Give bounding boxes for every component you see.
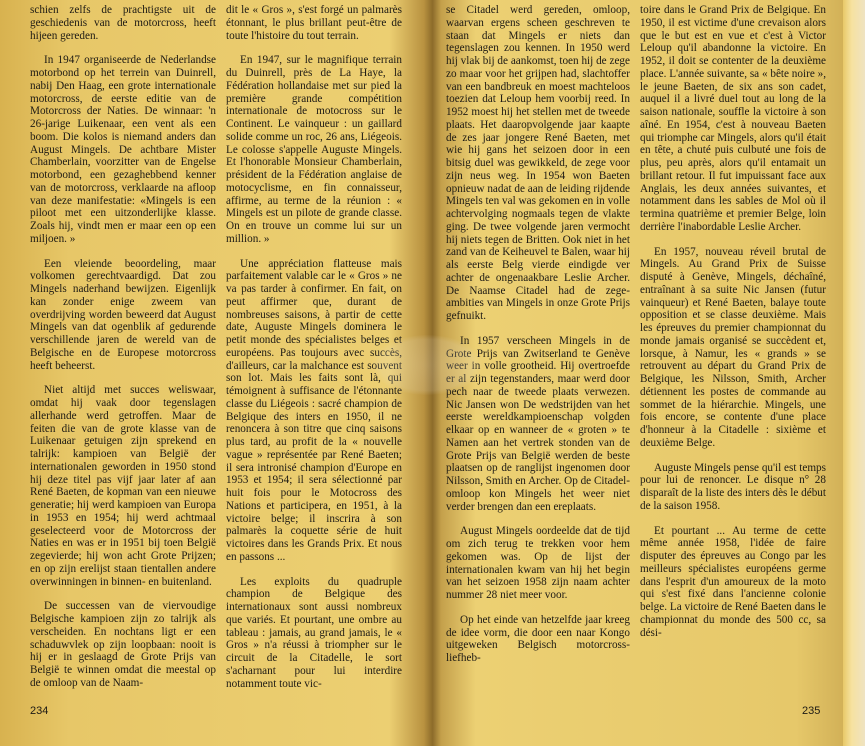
paragraph: Les exploits du quadruple champion de Belgique des internationaux sont aussi nombreux que variés. Et pourtant, une ombre au tableau : jamais, au grand jamais, le « Gros » n'a réussi à triompher sur le circuit de la Citadelle, le sort s'acharnant pour lui interdire notamment toute vic- xyxy=(226,575,402,690)
left-page xyxy=(0,0,422,746)
page-edge xyxy=(843,0,865,746)
paragraph: Een vleiende beoordeling, maar volkomen gerechtvaardigd. Dat zou Mingels naderhand bewijzen. Eigenlijk kan zonder enige zweem van overdrijving worden beweerd dat August Mingels van dat ogenblik af gedurende verschillende jaren de wereld van de Belgische en de Europese motorcross heeft beheerst. xyxy=(30,257,216,372)
paragraph: dit le « Gros », s'est forgé un palmarès étonnant, le plus brillant peut-être de toute l'histoire du tout terrain. xyxy=(226,4,402,42)
paragraph: toire dans le Grand Prix de Belgique. En 1950, il est victime d'une crevaison alors que le but est en vue et c'est à Victor Leloup qu'il abandonne la victoire. En 1952, il doit se contenter de la deuxième place. L'année suivante, sa « bête noire », le jeune Baeten, de six ans son cadet, auquel il a livré duel tout au long de la saison nationale, souffle la victoire à son aîné. En 1954, c'est à nouveau Baeten qui triomphe car Mingels, alors qu'il était en tête, a chuté puis culbuté une fois de plus, peu après, alors qu'il entamait un brillant retour. Il fut impuissant face aux Anglais, les deux années suivantes, et notamment dans les sables de Mol où il termina quatrième et premier Belge, loin derrière l'inabordable Leslie Archer. xyxy=(640,4,826,233)
page-number: 234 xyxy=(30,705,49,717)
faded-stamp-mark xyxy=(372,335,482,395)
paragraph: se Citadel werd gereden, omloop, waarvan ergens scheen geschreven te staan dat Mingels er niets dan tegenslagen zou kennen. In 1950 werd hij vlak bij de aankomst, toen hij de zege zo maar voor het grijpen had, slachtoffer van een bandbreuk en moest machteloos toezien dat Leloup hem voorbij reed. In 1952 moest hij het stellen met de tweede plaats. Het daaropvolgende jaar kaapte de zes jaar jongere René Baeten, met wie hij gans het seizoen door in een bitsig duel was gewikkeld, de zege voor zijn neus weg. In 1954 won Baeten opnieuw nadat de aan de leiding rijdende Mingels ten val was gekomen en in volle achtervolging nogmaals tegen de vlakte ging. De twee volgende jaren vermocht hij niets tegen de Britten. Ook niet in het zand van de Keiheuvel te Balen, waar hij als eerste Belg vierde eindigde ver achter de ongenaakbare Leslie Archer. De Naamse Citadel had de zege-ambities van Mingels in onze Grote Prijs gefnuikt. xyxy=(446,4,630,322)
paragraph: Une appréciation flatteuse mais parfaitement valable car le « Gros » ne va pas tarder à confirmer. En fait, on peut affirmer que, durant de nombreuses saisons, à partir de cette date, Auguste Mingels dominera le petit monde des spécialistes belges et européens. Pas toujours avec succès, d'ailleurs, car la malchance est souvent son lot. Mais les faits sont là, qui témoignent à suffisance de l'étonnante classe du Liégeois : sacré champion de Belgique des inters en 1950, il ne renoncera à son titre que cinq saisons plus tard, au profit de la « nouvelle vague » représentée par René Baeten; il sera intronisé champion d'Europe en 1953 et 1954; il sera sélectionné par huit fois pour le Motocross des Nations et participera, en 1951, à la victoire belge; il inscrira à son palmarès la coquette série de huit victoires dans les Grands Prix. Et nous en passons ... xyxy=(226,257,402,563)
right-page-french-column xyxy=(640,4,826,651)
paragraph: De successen van de viervoudige Belgische kampioen zijn zo talrijk als verscheiden. En nochtans ligt er een schaduwvlek op zijn loopbaan: nooit is hij er in geslaagd de Grote Prijs van België te winnen omdat die meestal op de omloop van de Naam- xyxy=(30,600,216,689)
right-page xyxy=(422,0,865,746)
page-number: 235 xyxy=(802,705,821,717)
paragraph: En 1947, sur le magnifique terrain du Duinrell, près de La Haye, la Fédération hollandaise met sur pied la première grande compétition internationale de motocross sur le Continent. Le vainqueur : un gaillard solide comme un roc, 26 ans, Liégeois. Le colosse s'appelle Auguste Mingels. Et l'honorable Monsieur Chamberlain, président de la Fédération anglaise de motocyclisme, en fin connaisseur, affirme, au terme de la réunion : « Mingels est un pilote de grande classe. On en trouve un comme lui sur un million. » xyxy=(226,54,402,245)
paragraph: Niet altijd met succes weliswaar, omdat hij vaak door tegenslagen allerhande werd getroffen. Maar de feiten die van de grote klasse van de Luikenaar getuigen zijn sprekend en talrijk: kampioen van België der internationalen geworden in 1950 stond hij deze titel pas vijf jaar later af aan René Baeten, de kopman van een nieuwe generatie; hij werd kampioen van Europa in 1953 en 1954; hij werd achtmaal geselecteerd voor de Motorcross der Naties en was er in 1951 bij toen België zegevierde; hij won acht Grote Prijzen; en op zijn erelijst staan tientallen andere overwinningen in binnen- en buitenland. xyxy=(30,384,216,588)
paragraph: Auguste Mingels pense qu'il est temps pour lui de renoncer. Le disque n° 28 disparaît de la liste des inters dès le début de la saison 1958. xyxy=(640,461,826,512)
paragraph: En 1957, nouveau réveil brutal de Mingels. Au Grand Prix de Suisse disputé à Genève, Mingels, déchaîné, entraînant à sa suite Nic Jansen (futur vainqueur) et René Baeten, balaye toute opposition et se classe deuxième. Mais les épreuves du premier championnat du monde jamais organisé se succèdent et, lorsque, à Namur, les « grands » se retrouvent au départ du Grand Prix de Belgique, les Nilsson, Smith, Archer détiennent les postes de commande au sommet de la hiérarchie. Mingels, une fois encore, se contente d'une place d'honneur à la Citadelle : sixième et deuxième Belge. xyxy=(640,245,826,449)
right-page-dutch-column xyxy=(446,4,630,677)
paragraph: Op het einde van hetzelfde jaar kreeg de idee vorm, die door een naar Kongo uitgeweken Belgisch motorcross-liefheb- xyxy=(446,613,630,664)
paragraph: Et pourtant ... Au terme de cette même année 1958, l'idée de faire disputer des épreuves au Congo par les meilleurs spécialistes européens germe dans l'esprit d'un amoureux de la moto qui s'est fixé dans l'ancienne colonie belge. La victoire de René Baeten dans le championnat du monde des 500 cc, sa dési- xyxy=(640,524,826,639)
paragraph: schien zelfs de prachtigste uit de geschiedenis van de motorcross, heeft hijeen gereden. xyxy=(30,4,216,42)
paragraph: August Mingels oordeelde dat de tijd om zich terug te trekken voor hem gekomen was. Op de lijst der internationalen kwam van hij het begin van het seizoen 1958 zijn naam achter nummer 28 niet meer voor. xyxy=(446,525,630,601)
paragraph: In 1947 organiseerde de Nederlandse motorbond op het terrein van Duinrell, nabij Den Haag, een grote internationale motorcross, de eerste editie van de Motorcross der Naties. De winnaar: 'n 26-jarige Luikenaar, een vent als een boom. Die kolos is niemand anders dan August Mingels. De achtbare Mister Chamberlain, voorzitter van de Engelse motorbond, een gezaghebbend kenner van de motorcross, verklaarde na afloop van deze manifestatie: «Mingels is een piloot met een uitzonderlijke klasse. Zoals hij, vindt men er maar een op een miljoen. » xyxy=(30,54,216,245)
paragraph: In 1957 verscheen Mingels in de Grote Prijs van Zwitserland te Genève weer in volle grootheid. Hij overtroefde er al zijn tegenstanders, maar werd door pech naar de tweede plaats verwezen. Nic Jansen won De wedstrijden van het eerste wereldkampioenschap volgden elkaar op en wanneer de « groten » te Namen aan het vertrek stonden van de Grote Prijs van België werden de beste plaatsen op de ranglijst ingenomen door Nilsson, Smith en Archer. Op de Citadel-omloop kon Mingels het weer niet verder brengen dan een ereplaats. xyxy=(446,334,630,513)
left-page-dutch-column xyxy=(30,4,216,702)
